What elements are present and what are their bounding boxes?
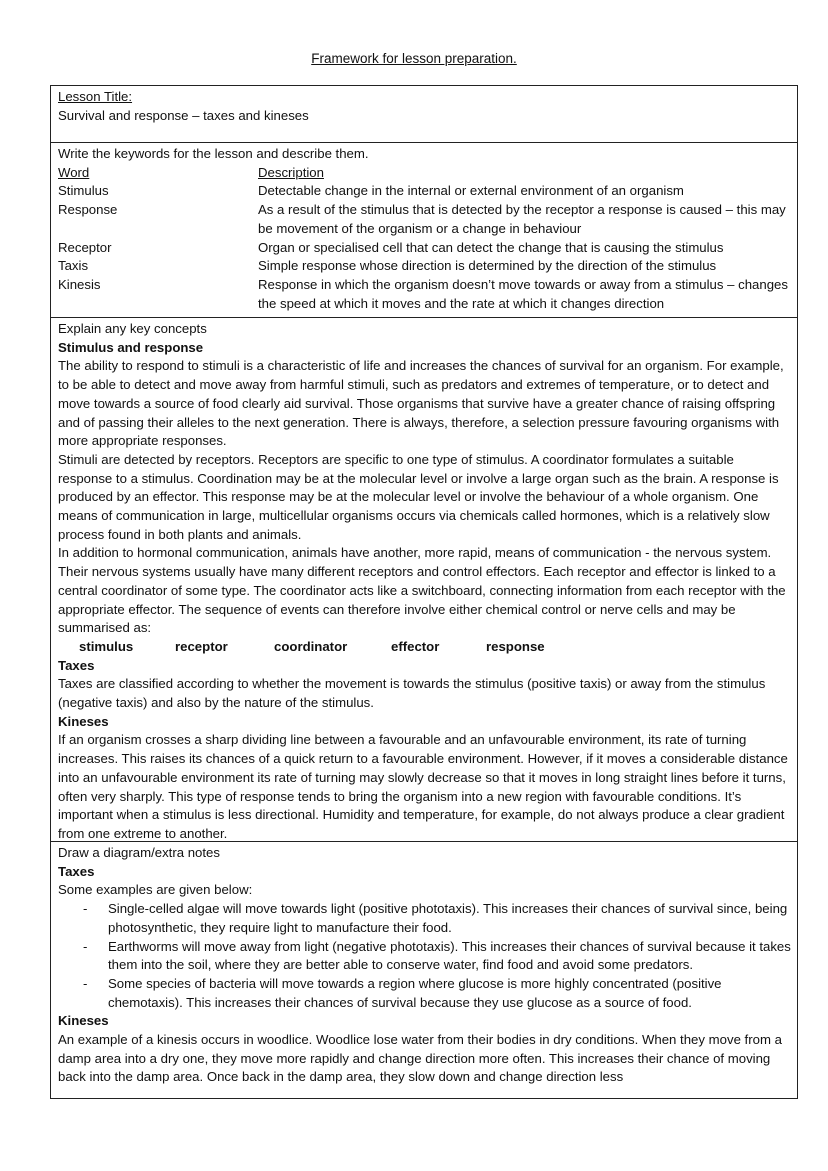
keyword-description: Simple response whose direction is determined by the direction of the stimulus [258, 258, 717, 274]
notes-taxes-heading: Taxes [58, 863, 95, 879]
lesson-title-label: Lesson Title: [58, 89, 133, 104]
keyword-row [58, 276, 791, 313]
keyword-word: Taxis [58, 258, 89, 274]
sequence-step: response [486, 638, 545, 654]
concept-paragraph: In addition to hormonal communication, animals have another, more rapid, means of communication - the nervous system. Their nervous systems usually have many different receptors and control effectors. Each receptor and effector is linked to a central coordinator of some type. The coordinator acts like a switchboard, connecting information from each receptor with the appropriate effector. The sequence of events can therefore involve either chemical control or nerve cells and may be summarised as: [58, 545, 786, 636]
key-concepts-section [51, 318, 797, 842]
keywords-header-row [58, 164, 791, 183]
key-concepts-intro: Explain any key concepts [58, 321, 207, 336]
extra-notes-section [51, 842, 797, 1098]
examples-intro: Some examples are given below: [58, 882, 253, 898]
concept-paragraph: Stimuli are detected by receptors. Receptors are specific to one type of stimulus. A coordinator formulates a suitable response to a stimulus. Coordination may be at the molecular level or involve a large organ such as the brain. A response is produced by an effector. This response may be at the molecular level or involve the behaviour of a whole organism. One means of communication in large, multicellular organisms occurs via chemicals called hormones, which is a relatively slow process found in both plants and animals. [58, 451, 779, 542]
sequence-step: effector [391, 638, 440, 654]
word-column-header: Word [58, 164, 90, 180]
examples-list [58, 900, 791, 1012]
keyword-description: Response in which the organism doesn’t move towards or away from a stimulus – changes the speed at which it moves and the rate at which it changes direction [258, 276, 788, 311]
keyword-row [58, 182, 791, 201]
taxes-paragraph: Taxes are classified according to whether the movement is towards the stimulus (positive taxis) or away from the stimulus (negative taxis) and also by the nature of the stimulus. [58, 676, 766, 711]
taxes-heading: Taxes [58, 657, 95, 673]
keyword-word: Stimulus [58, 183, 109, 199]
keyword-word: Receptor [58, 239, 112, 255]
page-title: Framework for lesson preparation. [311, 51, 517, 66]
keyword-row [58, 239, 791, 258]
keyword-word: Kinesis [58, 276, 101, 292]
sequence-step: stimulus [79, 638, 134, 654]
concept-paragraph: The ability to respond to stimuli is a characteristic of life and increases the chances of survival for an organism. For example, to be able to detect and move away from harmful stimuli, such as predators and extremes of temperature, or to detect and move towards a source of food clearly aid survival. Those organisms that survive have a greater chance of raising offspring and of passing their alleles to the next generation. There is always, therefore, a selection pressure favouring organisms with more appropriate responses. [58, 358, 784, 449]
keyword-description: As a result of the stimulus that is detected by the receptor a response is caused – this may be movement of the organism or a change in behaviour [258, 202, 786, 236]
lesson-framework-table [50, 85, 798, 1099]
list-item: - Some species of bacteria will move towards a region where glucose is more highly concentrated (positive chemotaxis). This increases their chances of survival because they use glucose as a source of food. [58, 975, 791, 1012]
extra-notes-intro: Draw a diagram/extra notes [58, 845, 220, 860]
response-sequence [58, 638, 791, 657]
keyword-description: Organ or specialised cell that can detect the change that is causing the stimulus [258, 239, 724, 255]
kineses-paragraph: If an organism crosses a sharp dividing line between a favourable and an unfavourable environment, its rate of turning increases. This raises its chances of a quick return to a favourable environment. However, if it moves a considerable distance into an unfavourable environment its rate of turning may slowly decrease so that it moves in long straight lines before it turns, often very sharply. This type of response tends to bring the organism into a new region with favourable conditions. It’s important when a stimulus is less directional. Humidity and temperature, for example, do not always produce a clear gradient from one extreme to another. [58, 732, 788, 841]
keyword-word: Response [58, 202, 118, 218]
notes-kineses-heading: Kineses [58, 1013, 109, 1029]
notes-kineses-paragraph: An example of a kinesis occurs in woodlice. Woodlice lose water from their bodies in dry conditions. When they move from a damp area into a dry one, they move more rapidly and change direction more often. This increases their chance of moving back into the damp area. Once back in the damp area, they slow down and change direction less [58, 1032, 782, 1085]
keyword-row [58, 257, 791, 276]
sequence-step: receptor [175, 638, 228, 654]
kineses-heading: Kineses [58, 713, 109, 729]
description-column-header: Description [258, 164, 324, 180]
keywords-table [58, 164, 791, 314]
keywords-section [51, 143, 797, 318]
lesson-title-value: Survival and response – taxes and kineses [58, 107, 309, 123]
sequence-step: coordinator [274, 638, 348, 654]
list-item: - Single-celled algae will move towards light (positive phototaxis). This increases their chances of survival since, being photosynthetic, they require light to manufacture their food. [58, 900, 791, 937]
keyword-description: Detectable change in the internal or external environment of an organism [258, 183, 684, 199]
lesson-title-section [51, 86, 797, 143]
list-item: - Earthworms will move away from light (negative phototaxis). This increases their chances of survival because it takes them into the soil, where they are better able to conserve water, find food and avoid some predators. [58, 938, 791, 975]
keywords-intro: Write the keywords for the lesson and describe them. [58, 146, 369, 161]
keyword-row [58, 201, 791, 238]
stimulus-response-heading: Stimulus and response [58, 339, 204, 355]
